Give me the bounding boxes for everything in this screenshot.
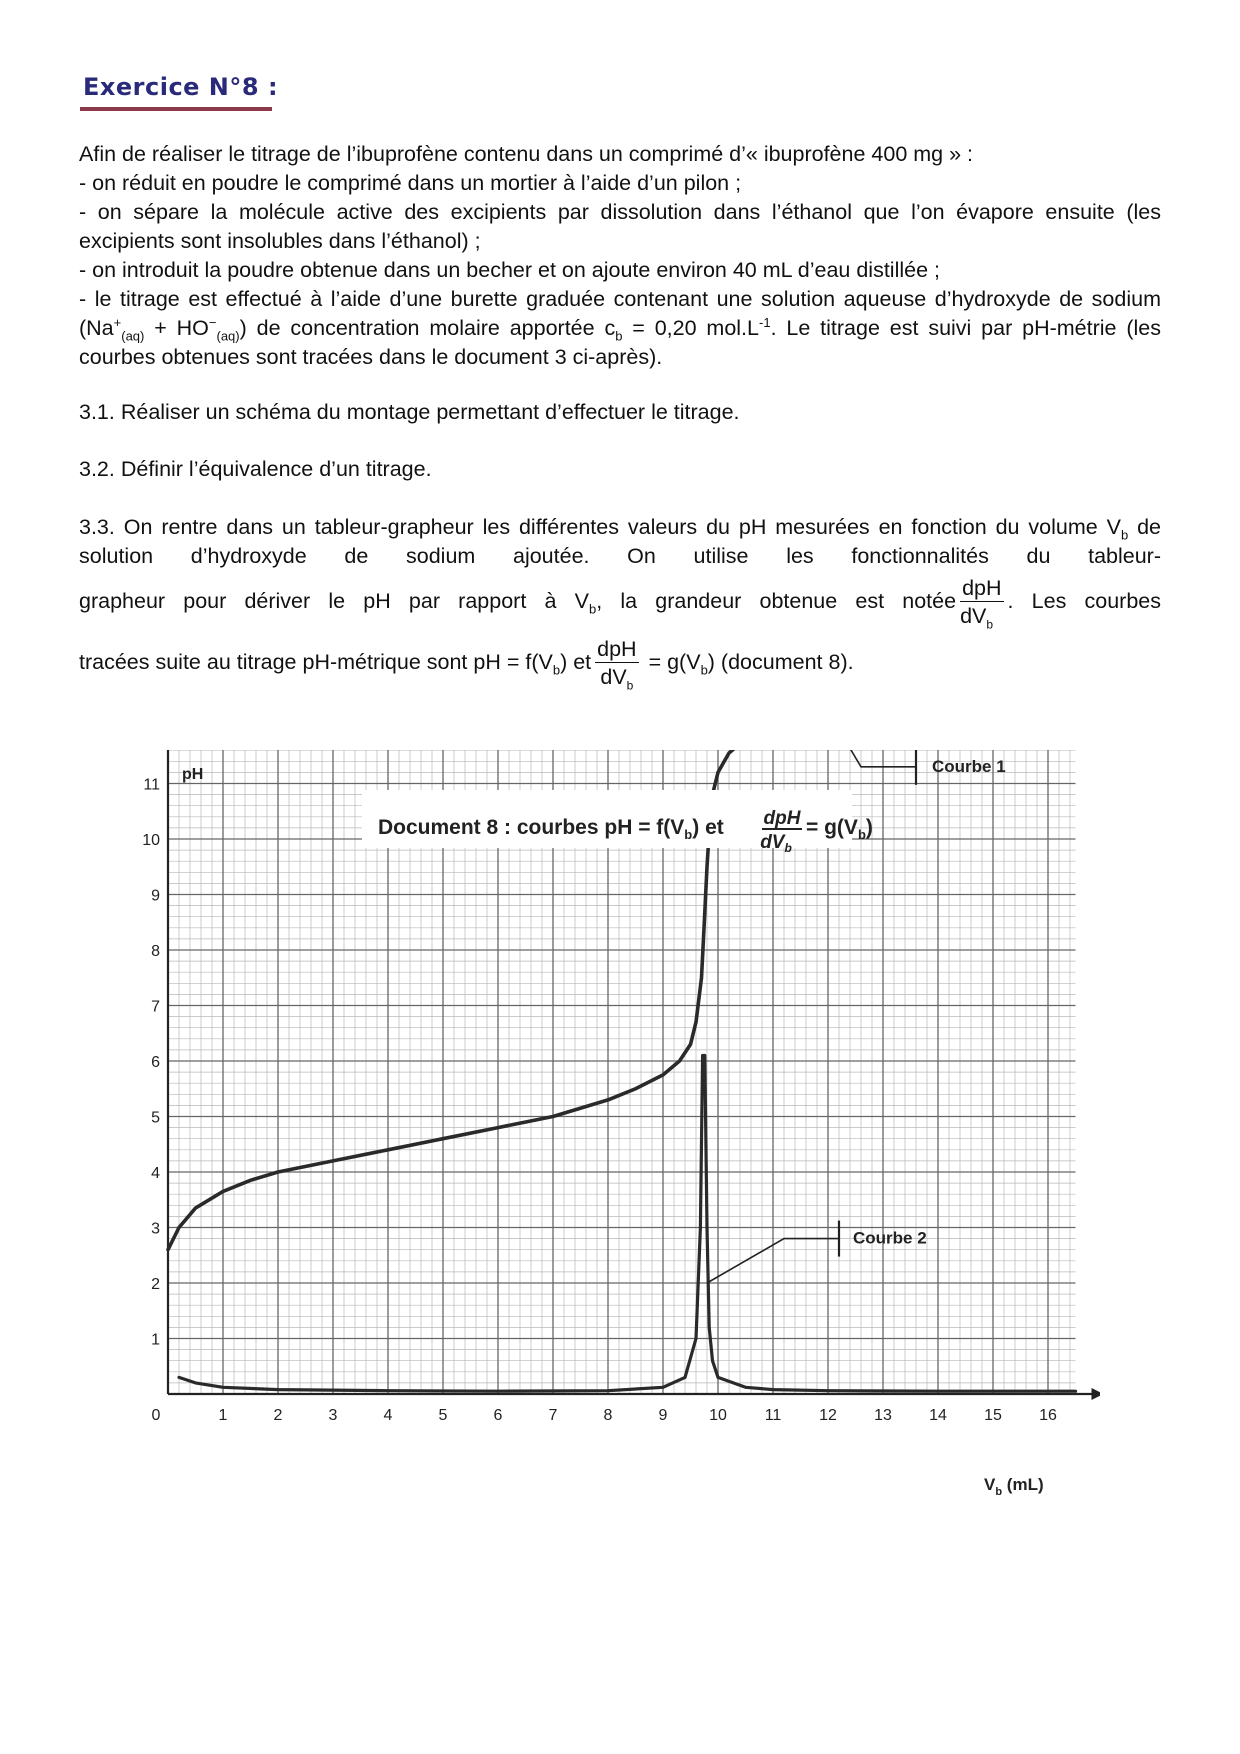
- fraction-denominator: [595, 663, 638, 691]
- sodium-charge: +: [113, 314, 122, 330]
- chart-title-part: ): [865, 816, 873, 839]
- x-axis-label-unit: (mL): [1002, 1475, 1044, 1494]
- y-tick-label: 3: [151, 1220, 160, 1238]
- vb-subscript: b: [700, 662, 708, 678]
- x-tick-label: 4: [383, 1407, 393, 1424]
- x-tick-label: 16: [1039, 1407, 1057, 1424]
- x-tick-label: 3: [328, 1407, 338, 1424]
- x-tick-label: 11: [764, 1407, 782, 1424]
- intro-line-5: [79, 285, 1161, 372]
- fraction-numerator: dpH: [597, 637, 637, 661]
- chart-title-part: Document 8 : courbes pH = f(V: [378, 816, 685, 839]
- intro-line-3: - on sépare la molécule active des excipients par dissolution dans l’éthanol que l’on évapore ensuite (les excipients sont insolubles dans l’éthanol) ;: [79, 200, 1161, 253]
- chart-title-part: ) et: [692, 816, 724, 839]
- x-tick-label: 1: [218, 1407, 228, 1424]
- cb-subscript: b: [615, 328, 623, 344]
- y-tick-label: 10: [142, 832, 160, 849]
- question-3-3-line-1: [79, 513, 1161, 571]
- q33-part: grapheur pour dériver le pH par rapport à V: [79, 589, 589, 614]
- y-axis-label: pH: [182, 766, 204, 783]
- vb-subscript: b: [1120, 527, 1129, 543]
- chart-title-sub: b: [684, 827, 693, 842]
- chart-title-sub: b: [784, 841, 792, 855]
- y-tick-label: 1: [151, 1331, 160, 1349]
- question-3-1: 3.1. Réaliser un schéma du montage permettant d’effectuer le titrage.: [79, 400, 740, 424]
- intro-line-5-part: + HO: [144, 316, 209, 340]
- courbe-2-label: Courbe 2: [853, 1228, 927, 1248]
- x-tick-label: 6: [493, 1407, 503, 1424]
- q33-part: . Les courbes: [1007, 589, 1161, 614]
- x-tick-label: 14: [929, 1407, 947, 1424]
- x-tick-label: 7: [548, 1407, 558, 1424]
- y-tick-label: 9: [151, 887, 160, 905]
- title-underline: [80, 107, 272, 111]
- fraction-denominator-text: dV: [600, 665, 627, 689]
- y-tick-label: 2: [151, 1276, 160, 1293]
- q33-part: 3.3. On rentre dans un tableur-grapheur les différentes valeurs du pH mesurées en fonction du volume V: [79, 515, 1121, 539]
- derivative-fraction: [595, 636, 638, 691]
- intro-line-1: Afin de réaliser le titrage de l’ibuprofène contenu dans un comprimé d’« ibuprofène 400 mg » :: [79, 142, 973, 166]
- x-tick-label: 5: [438, 1407, 448, 1424]
- sodium-state: (aq): [121, 328, 145, 344]
- x-tick-label: 10: [709, 1407, 727, 1424]
- x-tick-label: 12: [819, 1407, 837, 1424]
- chart-title-sub: b: [857, 827, 866, 842]
- x-tick-label: 9: [658, 1407, 668, 1424]
- x-axis-label-main: V: [984, 1475, 996, 1494]
- y-tick-label: 4: [151, 1165, 160, 1182]
- q33-part: tracées suite au titrage pH-métrique sont pH = f(V: [79, 650, 553, 675]
- courbe-1-label: Courbe 1: [932, 756, 1006, 776]
- exercise-title: Exercice N°8 :: [83, 73, 279, 101]
- x-axis-arrow-icon: [1092, 1388, 1101, 1400]
- derivative-fraction: [960, 575, 1003, 630]
- intro-line-4: - on introduit la poudre obtenue dans un becher et on ajoute environ 40 mL d’eau distillée ;: [79, 258, 940, 282]
- q33-part: , la grandeur obtenue est notée: [596, 589, 957, 614]
- series-courbe-2-line: [179, 1056, 1076, 1392]
- chart-title-den-text: dV: [760, 832, 785, 853]
- y-tick-label: 11: [143, 776, 160, 794]
- vb-subscript: b: [626, 678, 634, 693]
- hydroxide-state: (aq): [216, 328, 240, 344]
- intro-line-5-part: ) de concentration molaire apportée c: [239, 316, 616, 340]
- x-axis-label-sub: b: [995, 1486, 1003, 1498]
- chart-title: [378, 816, 724, 842]
- y-tick-label: 5: [151, 1109, 160, 1127]
- q33-part: ) et: [560, 650, 592, 675]
- tick-labels: [142, 750, 1057, 1424]
- x-tick-label: 8: [603, 1407, 613, 1424]
- fraction-numerator: dpH: [962, 576, 1002, 600]
- document-8-chart: [140, 750, 1100, 1620]
- x-tick-label: 13: [874, 1407, 892, 1424]
- vb-subscript: b: [986, 617, 994, 632]
- x-tick-label: 15: [984, 1407, 1002, 1424]
- intro-line-5-part: = 0,20 mol.L: [622, 316, 759, 340]
- x-tick-label: 2: [273, 1407, 283, 1424]
- vb-subscript: b: [552, 662, 561, 678]
- question-3-2: 3.2. Définir l’équivalence d’un titrage.: [79, 457, 432, 481]
- chart-title-part: = g(V: [806, 816, 858, 839]
- fraction-denominator: [960, 602, 1003, 630]
- intro-line-5-part: . Le titrage est suivi par pH-métrie (les courbes obtenues sont tracées dans le document 3 ci-après).: [79, 316, 1161, 369]
- fraction-denominator-text: dV: [960, 604, 987, 628]
- q33-part: ) (document 8).: [707, 650, 854, 675]
- question-3-3: [79, 513, 1161, 691]
- q33-part: de solution d’hydroxyde de sodium ajoutée. On utilise les fonctionnalités du tableur-: [79, 515, 1162, 568]
- hydroxide-charge: −: [208, 314, 217, 330]
- chart-title-numerator: dpH: [763, 808, 801, 829]
- q33-part: = g(V: [642, 650, 701, 675]
- y-tick-label: 7: [151, 998, 160, 1016]
- question-3-3-line-3: [79, 636, 1161, 691]
- question-3-3-line-2: [79, 575, 1161, 630]
- intro-paragraph: [79, 140, 1161, 372]
- y-tick-label: 8: [151, 943, 160, 960]
- chart-title-suffix: [806, 816, 873, 842]
- intro-line-5-part: - le titrage est effectué à l’aide d’une burette graduée contenant une solution aqueuse d’hydroxyde de sodium (Na: [79, 287, 1161, 340]
- vb-subscript: b: [588, 601, 597, 617]
- intro-line-2: - on réduit en poudre le comprimé dans un mortier à l’aide d’un pilon ;: [79, 171, 742, 195]
- y-tick-label: 6: [151, 1054, 160, 1071]
- x-tick-label: 0: [151, 1407, 161, 1424]
- unit-exponent: -1: [759, 314, 771, 330]
